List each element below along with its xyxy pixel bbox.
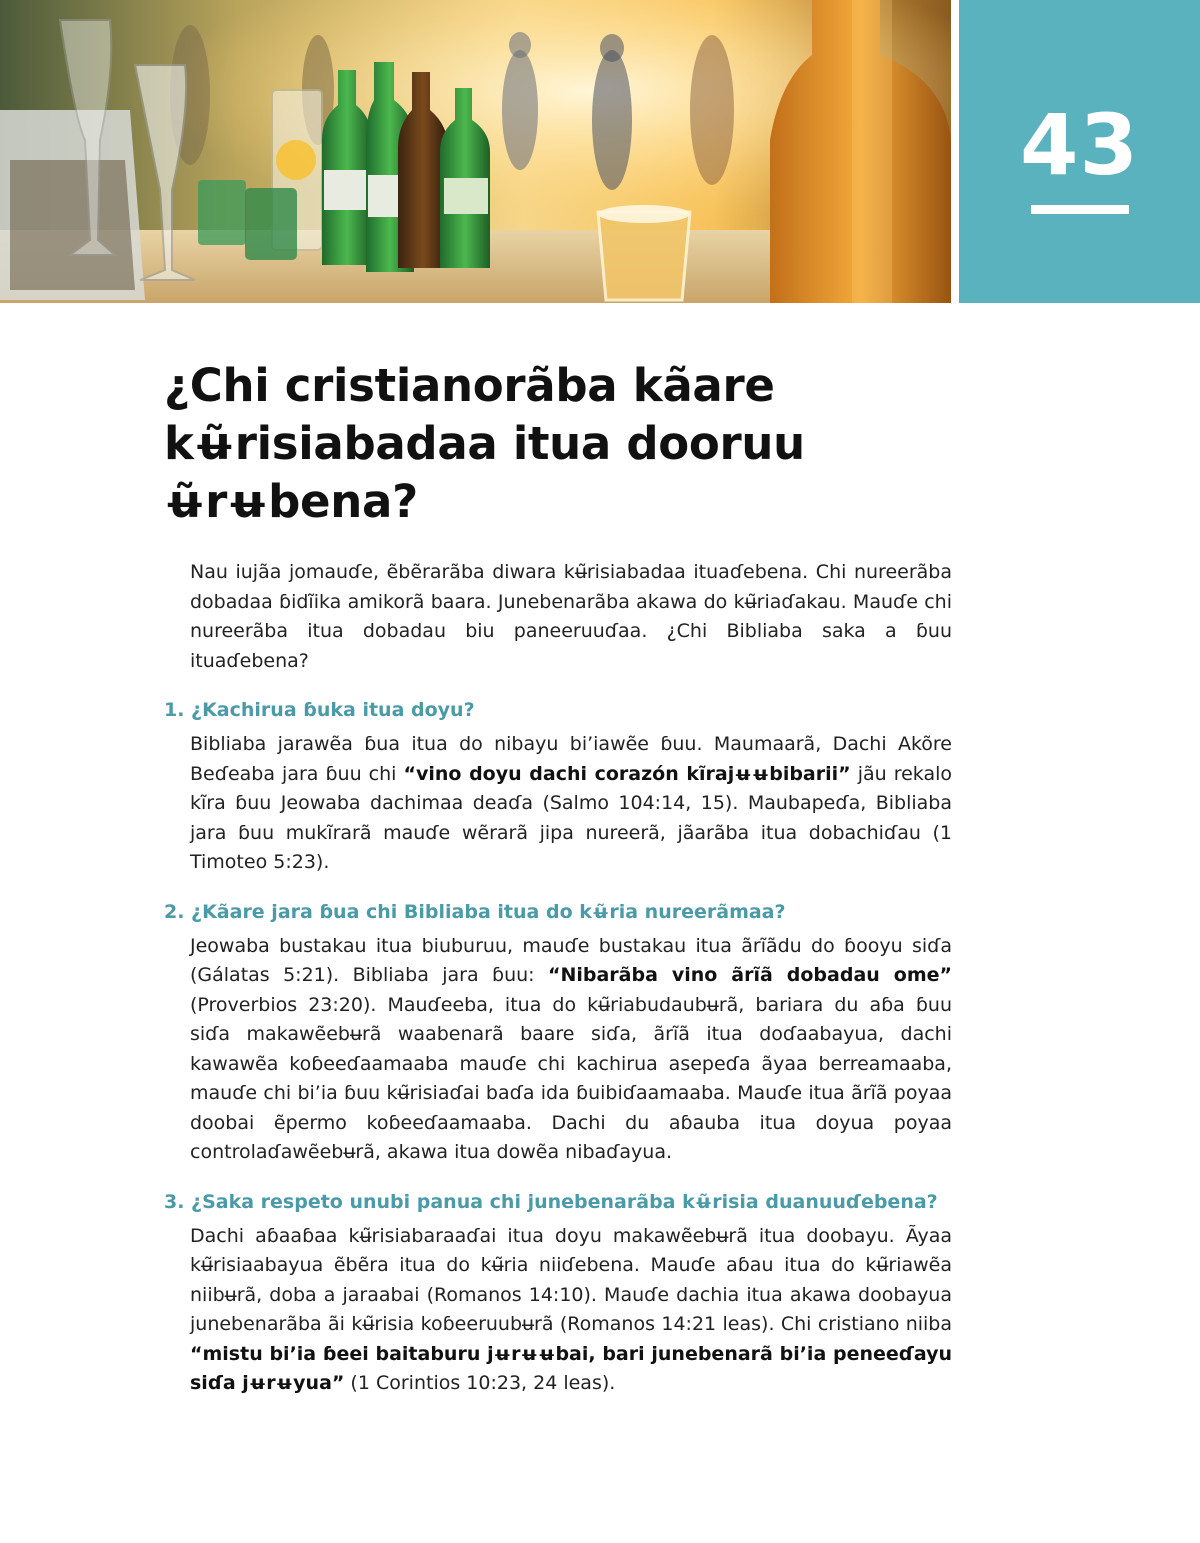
question-1-heading: 1. ¿Kachirua ɓuka itua doyu? [164, 699, 475, 721]
question-3-heading: 3. ¿Saka respeto unubi panua chi junebenarãba kʉ̃risia duanuuɗebena? [164, 1190, 938, 1213]
page-title: ¿Chi cristianorãba kãare kʉ̃risiabadaa itua dooruu ʉ̃rʉbena? [164, 359, 805, 528]
lesson-number: 43 [1020, 96, 1139, 194]
answer-text: (Proverbios 23:20). Mauɗeeba, itua do kʉ̃riabudaubʉrã, bariara du aɓa ɓuu siɗa makawẽebʉrã waabenarã baare siɗa, ãrĩã itua doɗaabayua, dachi kawawẽa koɓeeɗaamaaba mauɗe chi kachirua asepeɗa ãyaa berreamaaba, mauɗe chi bi’ia ɓuu kʉ̃risiaɗai baɗa ida ɓuibiɗaamaaba. Mauɗe itua ãrĩã poyaa doobai ẽpermo koɓeeɗaamaaba. Dachi du aɓauba itua doyua poyaa controlaɗawẽebʉrã, akawa itua dowẽa nibaɗayua. [190, 993, 952, 1163]
answer-text: Bibliaba jarawẽa ɓua itua do nibayu bi’iawẽe ɓuu. Maumaarã, Dachi Akõre Beɗeaba jara ɓuu chi [190, 733, 952, 785]
intro-paragraph: Nau iujãa jomauɗe, ẽbẽrarãba diwara kʉ̃risiabadaa ituaɗebena. Chi nureerãba dobadaa ɓidĩika amikorã baara. Junebenarãba akawa do kʉ̃riaɗakau. Mauɗe chi nureerãba itua dobadau biu paneeruuɗaa. ¿Chi Bibliaba saka a ɓuu ituaɗebena? [190, 561, 952, 672]
answer-text: jãu rekalo kĩra ɓuu Jeowaba dachimaa deaɗa (Salmo 104:14, 15). Maubapeɗa, Bibliaba jara ɓuu mukĩrarã mauɗe wẽrarã jipa nureerã, jãarãba itua dobachiɗau (1 Timoteo 5:23). [190, 762, 953, 873]
hero-photo [0, 0, 951, 303]
question-1-answer [190, 730, 952, 878]
answer-emphasis: “Nibarãba vino ãrĩã dobadau ome” [547, 964, 952, 986]
lesson-number-underline [1031, 205, 1129, 214]
answer-text: Dachi aɓaaɓaa kʉ̃risiabaraaɗai itua doyu makawẽebʉrã itua doobayu. Ãyaa kʉ̃risiaabayua ẽbẽra itua do kʉ̃ria niiɗebena. Mauɗe aɓau itua do kʉ̃riawẽa niibʉrã, doba a jaraabai (Romanos 14:10). Mauɗe dachia itua akawa doobayua junebenarãba ãi kʉ̃risia koɓeeruubʉrã (Romanos 14:21 leas). Chi cristiano niiba [190, 1224, 952, 1335]
hero-photo-illustration [0, 0, 951, 303]
question-2-heading: 2. ¿Kãare jara ɓua chi Bibliaba itua do kʉ̃ria nureerãmaa? [164, 900, 786, 923]
answer-text: Jeowaba bustakau itua biuburuu, mauɗe bustakau itua ãrĩãdu do ɓooyu siɗa (Gálatas 5:21). Bibliaba jara ɓuu: [190, 934, 952, 986]
lesson-body [164, 558, 952, 1399]
question-2-answer [190, 932, 952, 1168]
answer-emphasis: “mistu bi’ia ɓeei baitaburu jʉrʉʉbai, bari junebenarã bi’ia peneeɗayu siɗa jʉrʉyua” [190, 1342, 952, 1394]
answer-emphasis: “vino doyu dachi corazón kĩrajʉʉbibarii” [403, 762, 851, 785]
answer-text: (1 Corintios 10:23, 24 leas). [344, 1372, 616, 1394]
question-3-answer [190, 1222, 952, 1399]
lesson-badge [959, 0, 1200, 303]
